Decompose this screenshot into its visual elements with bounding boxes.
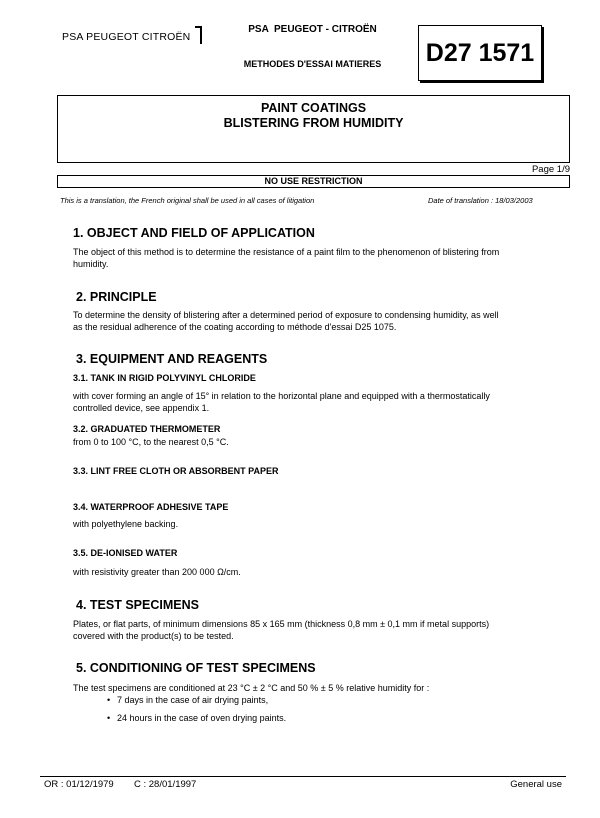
section-4-line-2: covered with the product(s) to be tested. [73, 631, 234, 641]
section-3-4-body: with polyethylene backing. [73, 519, 179, 529]
footer-usage: General use [510, 779, 562, 790]
page-number: Page 1/9 [531, 164, 570, 175]
restriction-banner: NO USE RESTRICTION [57, 175, 570, 188]
psa-logo [62, 31, 198, 43]
document-number: D27 1571 [418, 25, 542, 81]
section-1-body [73, 246, 499, 270]
title-box [57, 95, 570, 163]
section-2-line-2: as the residual adherence of the coating according to méthode d'essai D25 1075. [73, 322, 397, 332]
title-line-1: PAINT COATINGS [260, 101, 367, 115]
section-4-body [73, 618, 489, 642]
department-name: METHODES D'ESSAI MATIERES [243, 59, 382, 69]
footer-divider [40, 776, 566, 777]
section-3-1-body [73, 390, 490, 414]
section-2-body [73, 309, 499, 333]
list-item: • 24 hours in the case of oven drying paints. [107, 712, 286, 724]
section-3-1-heading: 3.1. TANK IN RIGID POLYVINYL CHLORIDE [73, 373, 256, 383]
section-3-1-line-2: controlled device, see appendix 1. [73, 403, 210, 413]
section-1-line-1: The object of this method is to determine the resistance of a paint film to the phenomenon of blistering from [73, 247, 500, 257]
section-4-line-1: Plates, or flat parts, of minimum dimensions 85 x 165 mm (thickness 0,8 mm ± 0,1 mm if metal supports) [73, 619, 490, 629]
section-5-body: The test specimens are conditioned at 23 °C ± 2 °C and 50 % ± 5 % relative humidity for : [73, 683, 430, 693]
section-3-2-heading: 3.2. GRADUATED THERMOMETER [73, 424, 221, 434]
section-3-5-body: with resistivity greater than 200 000 Ω/cm. [73, 567, 241, 577]
section-3-1-line-1: with cover forming an angle of 15° in relation to the horizontal plane and equipped with a thermostatically [73, 391, 490, 401]
section-5-list [107, 694, 268, 706]
translation-note: This is a translation, the French original shall be used in all cases of litigation [60, 196, 315, 205]
translation-date: Date of translation : 18/03/2003 [428, 196, 533, 205]
organization-name: PSA PEUGEOT - CITROËN [248, 24, 377, 35]
section-1-heading: 1. OBJECT AND FIELD OF APPLICATION [73, 226, 315, 240]
footer-change-date: C : 28/01/1997 [134, 779, 197, 790]
section-5-heading: 5. CONDITIONING OF TEST SPECIMENS [76, 661, 316, 675]
section-1-line-2: humidity. [73, 259, 109, 269]
section-3-heading: 3. EQUIPMENT AND REAGENTS [76, 352, 268, 366]
footer-original-date: OR : 01/12/1979 [44, 779, 114, 790]
logo-text: PSA PEUGEOT CITROËN [62, 31, 191, 43]
title-line-2: BLISTERING FROM HUMIDITY [223, 116, 404, 130]
section-3-3-heading: 3.3. LINT FREE CLOTH OR ABSORBENT PAPER [73, 466, 279, 476]
section-3-2-body: from 0 to 100 °C, to the nearest 0,5 °C. [73, 437, 229, 447]
list-item: • 7 days in the case of air drying paints, [107, 694, 268, 706]
section-2-line-1: To determine the density of blistering after a determined period of exposure to condensing humidity, as well [73, 310, 499, 320]
logo-bracket-icon [195, 26, 202, 44]
section-2-heading: 2. PRINCIPLE [76, 290, 157, 304]
section-3-4-heading: 3.4. WATERPROOF ADHESIVE TAPE [73, 502, 229, 512]
section-5-list-2 [107, 712, 286, 724]
section-4-heading: 4. TEST SPECIMENS [76, 598, 199, 612]
section-3-5-heading: 3.5. DE-IONISED WATER [73, 548, 178, 558]
